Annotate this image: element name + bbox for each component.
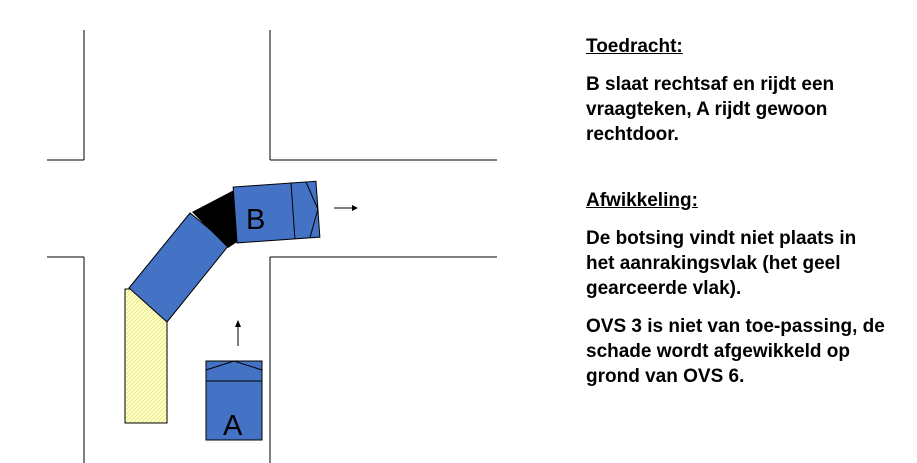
- road-edges: [47, 30, 497, 463]
- toedracht-heading: Toedracht:: [586, 36, 683, 57]
- arrow-right-icon: [334, 205, 358, 211]
- afwikkeling-text-1: De botsing vindt niet plaats in het aanrakingsvlak (het geel gearceerde vlak).: [586, 228, 857, 299]
- vehicle-b-label: B: [246, 204, 266, 236]
- afwikkeling-text-2: OVS 3 is niet van toe-passing, de schade wordt afgewikkeld op grond van OVS 6.: [586, 316, 885, 387]
- arrow-up-icon: [235, 320, 241, 346]
- afwikkeling-heading: Afwikkeling:: [586, 190, 698, 211]
- explanation-panel: [586, 34, 886, 402]
- vehicle-a-label: A: [223, 410, 243, 442]
- toedracht-text: B slaat rechtsaf en rijdt een vraagteken, A rijdt gewoon rechtdoor.: [586, 74, 835, 145]
